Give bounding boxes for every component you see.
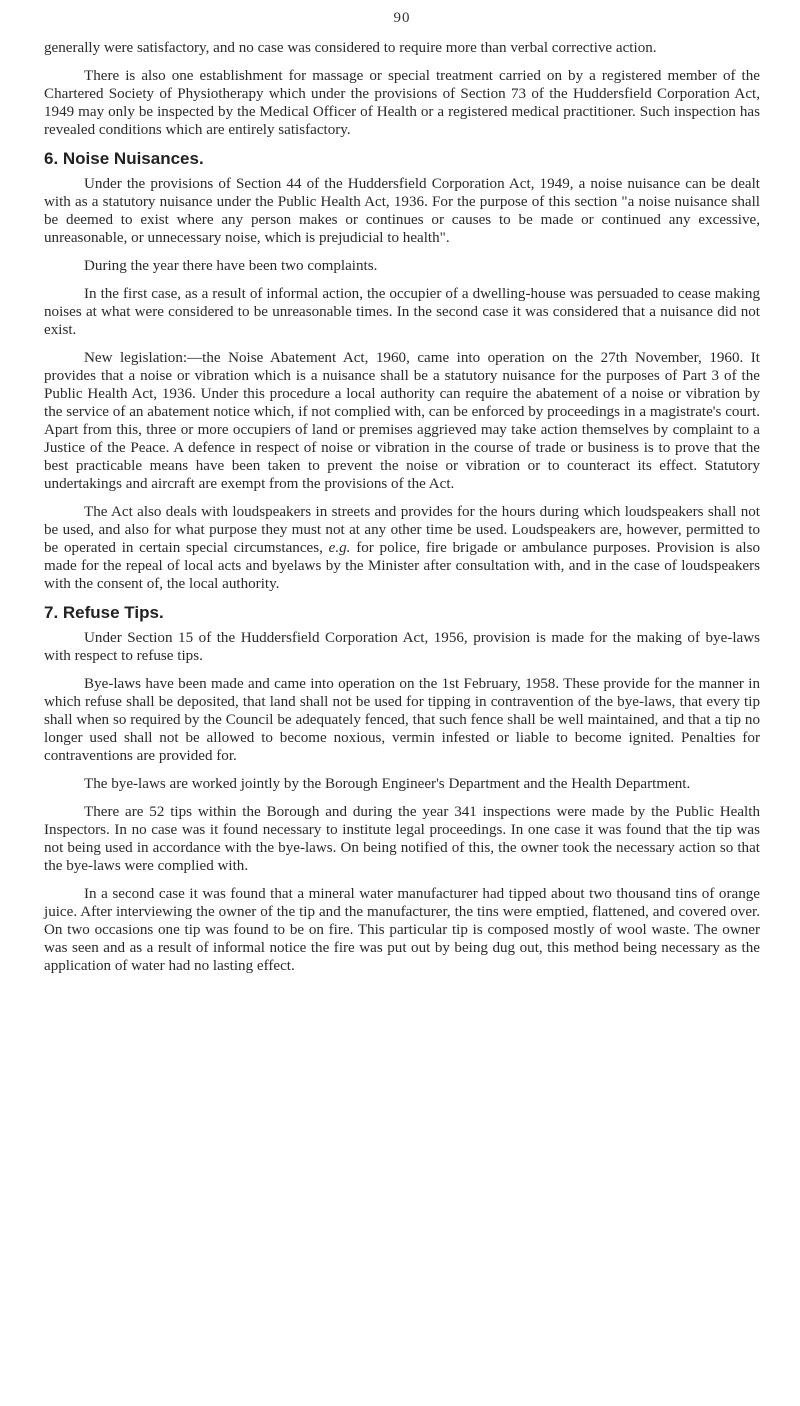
refuse-paragraph: Bye-laws have been made and came into operation on the 1st February, 1958. These provide for the manner in which refuse shall be deposited, that land shall not be used for tipping in contravention of the bye-laws, that every tip shall when so required by the Council be adequately fenced, that such fence shall be well maintained, and that a tip no longer used shall not be allowed to become noxious, vermin infested or liable to become ignited. Penalties for contraventions are provided for. (44, 676, 760, 764)
massage-establishment-paragraph: There is also one establishment for massage or special treatment carried on by a registered member of the Chartered Society of Physiotherapy which under the provisions of Section 73 of the Huddersfield Corporation Act, 1949 may only be inspected by the Medical Officer of Health or a registered medical practitioner. Such inspection has revealed conditions which are entirely satisfactory. (44, 68, 760, 138)
intro-continuation-paragraph: generally were satisfactory, and no case was considered to require more than verbal corrective action. (44, 40, 657, 56)
noise-paragraph: Under the provisions of Section 44 of the Huddersfield Corporation Act, 1949, a noise nuisance can be dealt with as a statutory nuisance under the Public Health Act, 1936. For the purpose of this section "a noise nuisance shall be deemed to exist where any person makes or continues or causes to be made or continued any excessive, unreasonable, or unnecessary noise, which is prejudicial to health". (44, 176, 760, 246)
noise-paragraph: During the year there have been two complaints. (84, 258, 378, 274)
refuse-paragraph: In a second case it was found that a mineral water manufacturer had tipped about two thousand tins of orange juice. After interviewing the owner of the tip and the manufacturer, the tins were emptied, flattened, and covered over. On two occasions one tip was found to be on fire. This particular tip is composed mostly of wool waste. The owner was seen and as a result of informal notice the fire was put out by being dug out, this method being necessary as the application of water had no lasting effect. (44, 886, 760, 974)
refuse-paragraph: The bye-laws are worked jointly by the Borough Engineer's Department and the Health Department. (84, 776, 691, 792)
loudspeakers-paragraph (44, 503, 760, 593)
refuse-tips-heading: 7. Refuse Tips. (44, 603, 164, 622)
loudspeakers-text-end: for police, fire brigade or ambulance purposes. Provision is also made for the repeal of local acts and byelaws by the Minister after consultation with, and in the case of loudspeakers with the consent of, the local authority. (44, 540, 760, 592)
refuse-paragraph: There are 52 tips within the Borough and during the year 341 inspections were made by the Public Health Inspectors. In no case was it found necessary to institute legal proceedings. In one case it was found that the tip was not being used in accordance with the bye-laws. On being notified of this, the owner took the necessary action so that the bye-laws were complied with. (44, 804, 760, 874)
noise-paragraph: New legislation:—the Noise Abatement Act, 1960, came into operation on the 27th November, 1960. It provides that a noise or vibration which is a nuisance shall be a statutory nuisance for the purposes of Part 3 of the Public Health Act, 1936. Under this procedure a local authority can require the abatement of a noise or vibration by the service of an abatement notice which, if not complied with, can be enforced by proceedings in a magistrate's court. Apart from this, three or more occupiers of land or premises aggrieved may take action themselves by complaint to a Justice of the Peace. A defence in respect of noise or vibration in the course of trade or business is to prove that the best practicable means have been taken to prevent the noise or vibration or to counteract its effect. Statutory undertakings and aircraft are exempt from the provisions of the Act. (44, 350, 760, 492)
noise-nuisances-heading: 6. Noise Nuisances. (44, 149, 204, 168)
loudspeakers-text-start: The Act also deals with loudspeakers in streets and provides for the hours during which loudspeakers shall not be used, and also for what purpose they must not at any other time be used. Loudspeakers are, however, permitted to be operated in certain special circumstances, (44, 504, 760, 556)
refuse-paragraph: Under Section 15 of the Huddersfield Corporation Act, 1956, provision is made for the making of bye-laws with respect to refuse tips. (44, 630, 760, 664)
document-page (44, 10, 760, 985)
noise-paragraph: In the first case, as a result of informal action, the occupier of a dwelling-house was persuaded to cease making noises at what were considered to be unreasonable times. In the second case it was considered that a nuisance did not exist. (44, 286, 760, 338)
loudspeakers-eg: e.g. (328, 540, 351, 556)
page-number: 90 (393, 10, 411, 26)
